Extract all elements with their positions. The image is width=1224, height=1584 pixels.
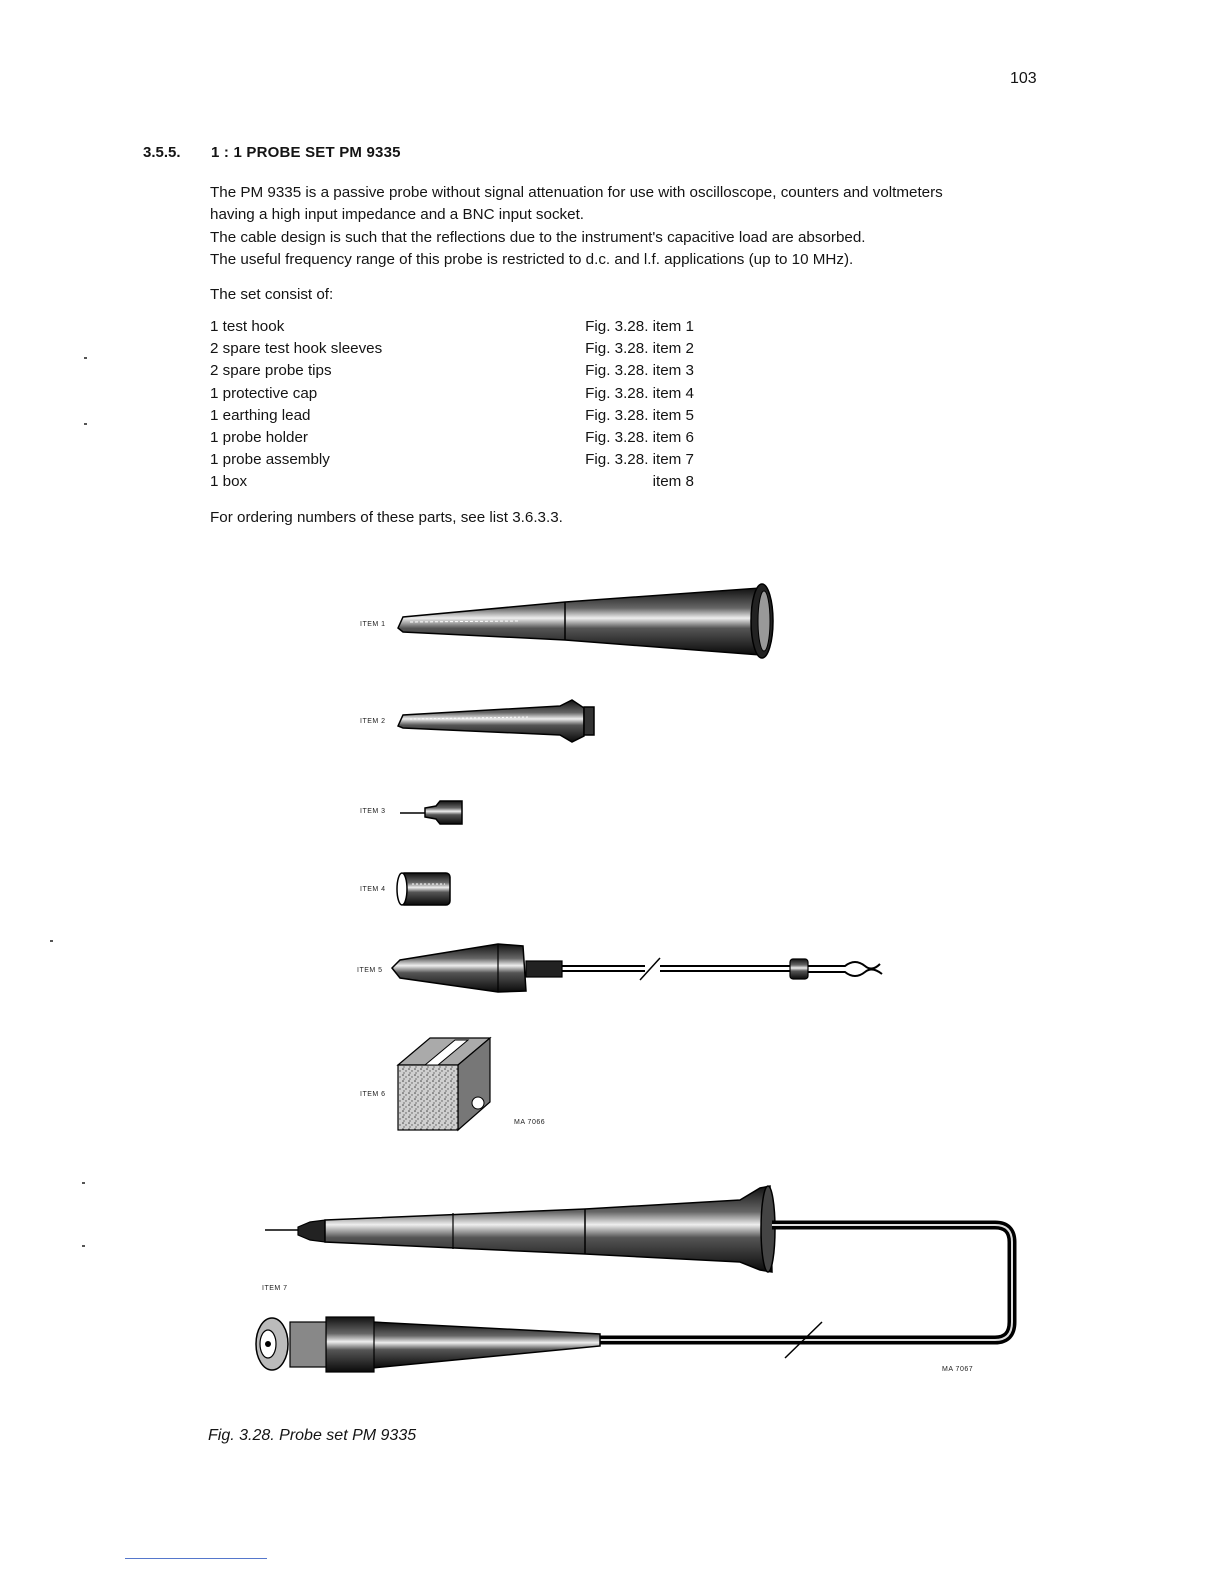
page-number: 103 [1010,70,1037,87]
scan-speck [50,940,53,942]
part-figure-ref: Fig. 3.28. item 5 [585,406,694,424]
figure-ref-upper: MA 7066 [514,1119,546,1126]
part-name: 1 probe assembly [210,451,330,469]
part-figure-ref: Fig. 3.28. item 6 [585,428,694,446]
item2-test-hook-sleeve [360,700,594,742]
part-figure-ref: Fig. 3.28. item 4 [585,384,694,402]
figure-ref-lower: MA 7067 [942,1366,974,1373]
part-name: 1 test hook [210,318,285,335]
part-figure-ref: Fig. 3.28. item 3 [585,362,694,380]
part-name: 1 protective cap [210,384,318,402]
part-name: 1 box [210,473,248,491]
intro-line: The PM 9335 is a passive probe without signal attenuation for use with oscilloscope, counters and voltmeters [210,184,943,201]
set-intro: The set consist of: [210,286,334,303]
ordering-note: For ordering numbers of these parts, see list 3.6.3.3. [210,509,563,526]
item4-protective-cap [360,873,450,905]
figure-caption: Fig. 3.28. Probe set PM 9335 [208,1427,417,1444]
item1-label: ITEM 1 [360,621,386,628]
scan-speck [82,1182,85,1184]
item5-label: ITEM 5 [357,967,383,974]
scan-speck [82,1245,85,1247]
part-figure-ref: Fig. 3.28. item 2 [585,340,694,358]
part-figure-ref: Fig. 3.28. item 7 [585,451,694,469]
intro-line: The cable design is such that the reflections due to the instrument's capacitive load are absorbed. [210,228,866,246]
part-name: 1 probe holder [210,428,308,446]
intro-line: having a high input impedance and a BNC input socket. [210,206,585,224]
section-number: 3.5.5. [143,144,181,161]
intro-line: The useful frequency range of this probe is restricted to d.c. and l.f. applications (up to 10 MHz). [210,250,854,268]
part-name: 2 spare probe tips [210,362,332,380]
item3-label: ITEM 3 [360,808,386,815]
part-name: 1 earthing lead [210,406,311,424]
scan-speck [84,423,87,425]
section-title: 1 : 1 PROBE SET PM 9335 [211,144,401,161]
item7-probe-assembly [256,1186,1012,1373]
item7-label: ITEM 7 [262,1285,288,1292]
part-figure-ref: item 8 [652,473,694,491]
item2-label: ITEM 2 [360,718,386,725]
item1-test-hook [360,584,773,658]
item5-earthing-lead [357,944,882,992]
part-figure-ref: Fig. 3.28. item 1 [585,318,694,335]
footer-rule [125,1558,267,1559]
item3-probe-tip [360,801,462,824]
item4-label: ITEM 4 [360,886,386,893]
item6-label: ITEM 6 [360,1091,386,1098]
scan-speck [84,357,87,359]
part-name: 2 spare test hook sleeves [210,340,383,358]
item6-probe-holder [360,1038,545,1130]
